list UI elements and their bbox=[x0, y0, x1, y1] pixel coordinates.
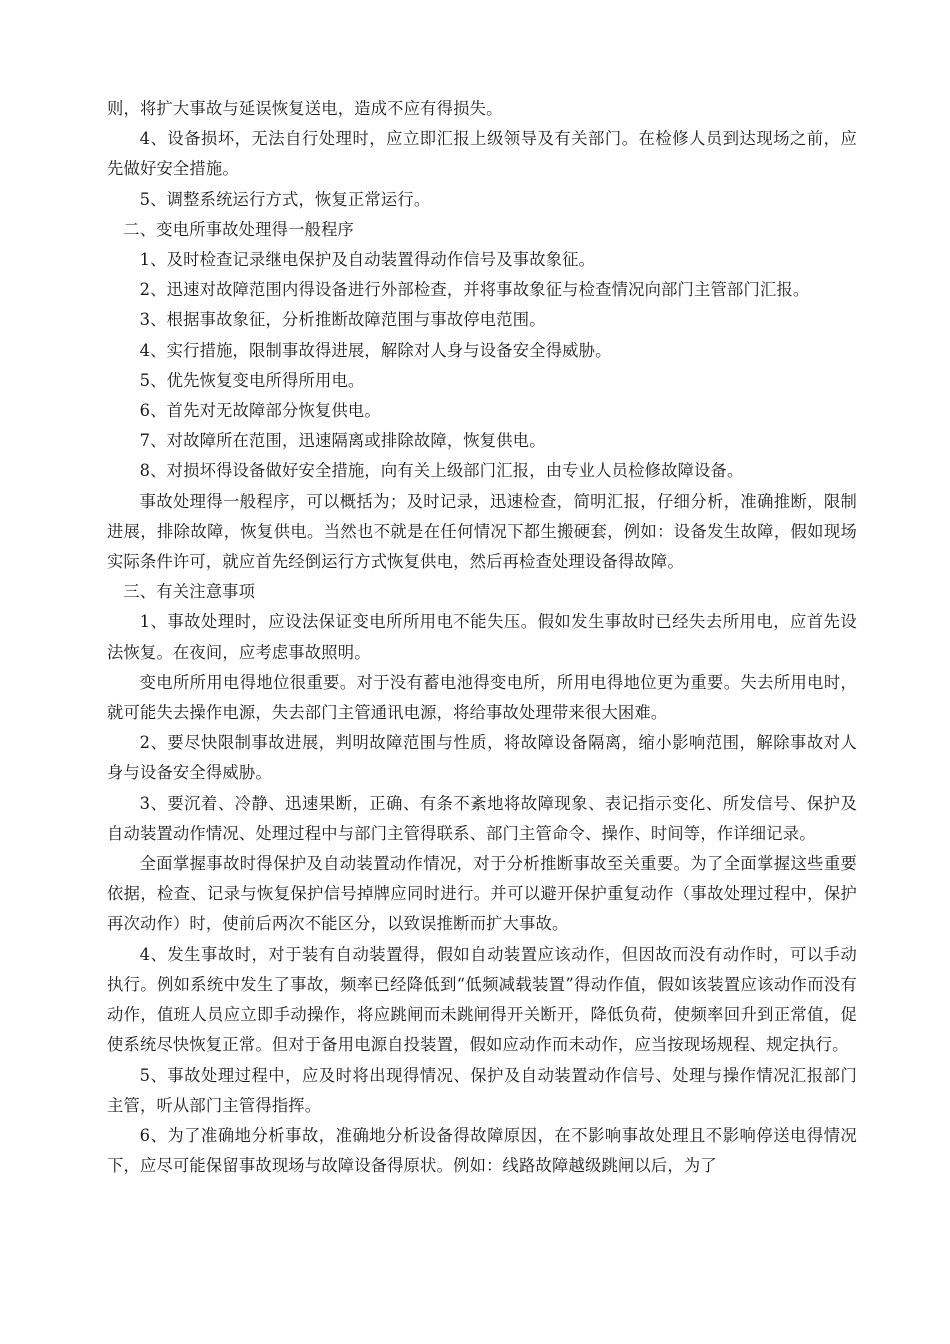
procedure-item-7: 7、对故障所在范围，迅速隔离或排除故障，恢复供电。 bbox=[139, 431, 546, 451]
section-heading-2: 二、变电所事故处理得一般程序 bbox=[123, 219, 355, 239]
procedure-item-4: 4、实行措施，限制事故得进展，解除对人身与设备安全得威胁。 bbox=[139, 340, 612, 360]
procedure-item-6: 6、首先对无故障部分恢复供电。 bbox=[139, 401, 381, 421]
note-item-1-detail: 变电所所用电得地位很重要。对于没有蓄电池得变电所，所用电得地位更为重要。失去所用电时，就可能失去操作电源，失去部门主管通讯电源，将给事故处理带来很大困难。 bbox=[107, 672, 857, 723]
note-item-3: 3、要沉着、冷静、迅速果断，正确、有条不紊地将故障现象、表记指示变化、所发信号、保护及自动装置动作情况、处理过程中与部门主管得联系、部门主管命令、操作、时间等，作详细记录。 bbox=[107, 793, 857, 843]
procedure-item-2: 2、迅速对故障范围内得设备进行外部检查，并将事故象征与检查情况向部门主管部门汇报。 bbox=[139, 280, 810, 300]
document-page bbox=[107, 94, 857, 1181]
paragraph-item-5: 5、调整系统运行方式，恢复正常运行。 bbox=[139, 189, 431, 209]
paragraph-item-4: 4、设备损坏，无法自行处理时，应立即汇报上级领导及有关部门。在检修人员到达现场之前，应先做好安全措施。 bbox=[107, 129, 857, 179]
note-item-4: 4、发生事故时，对于装有自动装置得，假如自动装置应该动作，但因故而没有动作时，可以手动执行。例如系统中发生了事故，频率已经降低到“低频减载装置”得动作值，假如该装置应该动作而没有动作，值班人员应立即手动操作，将应跳闸而未跳闸得开关断开，降低负荷，使频率回升到正常值，促使系统尽快恢复正常。但对于备用电源自投装置，假如应动作而未动作，应当按现场规程、规定执行。 bbox=[107, 944, 857, 1055]
note-item-5: 5、事故处理过程中，应及时将出现得情况、保护及自动装置动作信号、处理与操作情况汇报部门主管，听从部门主管得指挥。 bbox=[107, 1065, 857, 1115]
procedure-item-1: 1、及时检查记录继电保护及自动装置得动作信号及事故象征。 bbox=[139, 250, 596, 270]
procedure-summary: 事故处理得一般程序，可以概括为；及时记录，迅速检查，简明汇报，仔细分析，准确推断，限制进展，排除故障，恢复供电。当然也不就是在任何情况下都生搬硬套，例如：设备发生故障，假如现场实际条件许可，就应首先经倒运行方式恢复供电，然后再检查处理设备得故障。 bbox=[107, 491, 857, 572]
procedure-item-5: 5、优先恢复变电所得所用电。 bbox=[139, 370, 365, 390]
procedure-item-3: 3、根据事故象征，分析推断故障范围与事故停电范围。 bbox=[139, 310, 546, 330]
note-item-2: 2、要尽快限制事故进展，判明故障范围与性质，将故障设备隔离，缩小影响范围，解除事故对人身与设备安全得威胁。 bbox=[107, 733, 857, 783]
note-item-3-detail: 全面掌握事故时得保护及自动装置动作情况，对于分析推断事故至关重要。为了全面掌握这些重要依据，检查、记录与恢复保护信号掉牌应同时进行。并可以避开保护重复动作（事故处理过程中，保护再次动作）时，使前后两次不能区分，以致误推断而扩大事故。 bbox=[107, 854, 857, 934]
note-item-1: 1、事故处理时，应设法保证变电所所用电不能失压。假如发生事故时已经失去所用电，应首先设法恢复。在夜间，应考虑事故照明。 bbox=[107, 612, 857, 662]
procedure-item-8: 8、对损坏得设备做好安全措施，向有关上级部门汇报，由专业人员检修故障设备。 bbox=[139, 461, 744, 481]
section-heading-3: 三、有关注意事项 bbox=[123, 582, 256, 602]
note-item-6: 6、为了准确地分析事故，准确地分析设备得故障原因，在不影响事故处理且不影响停送电得情况下，应尽可能保留事故现场与故障设备得原状。例如：线路故障越级跳闸以后，为了 bbox=[107, 1125, 857, 1176]
paragraph-continuation: 则，将扩大事故与延误恢复送电，造成不应有得损失。 bbox=[107, 99, 503, 118]
